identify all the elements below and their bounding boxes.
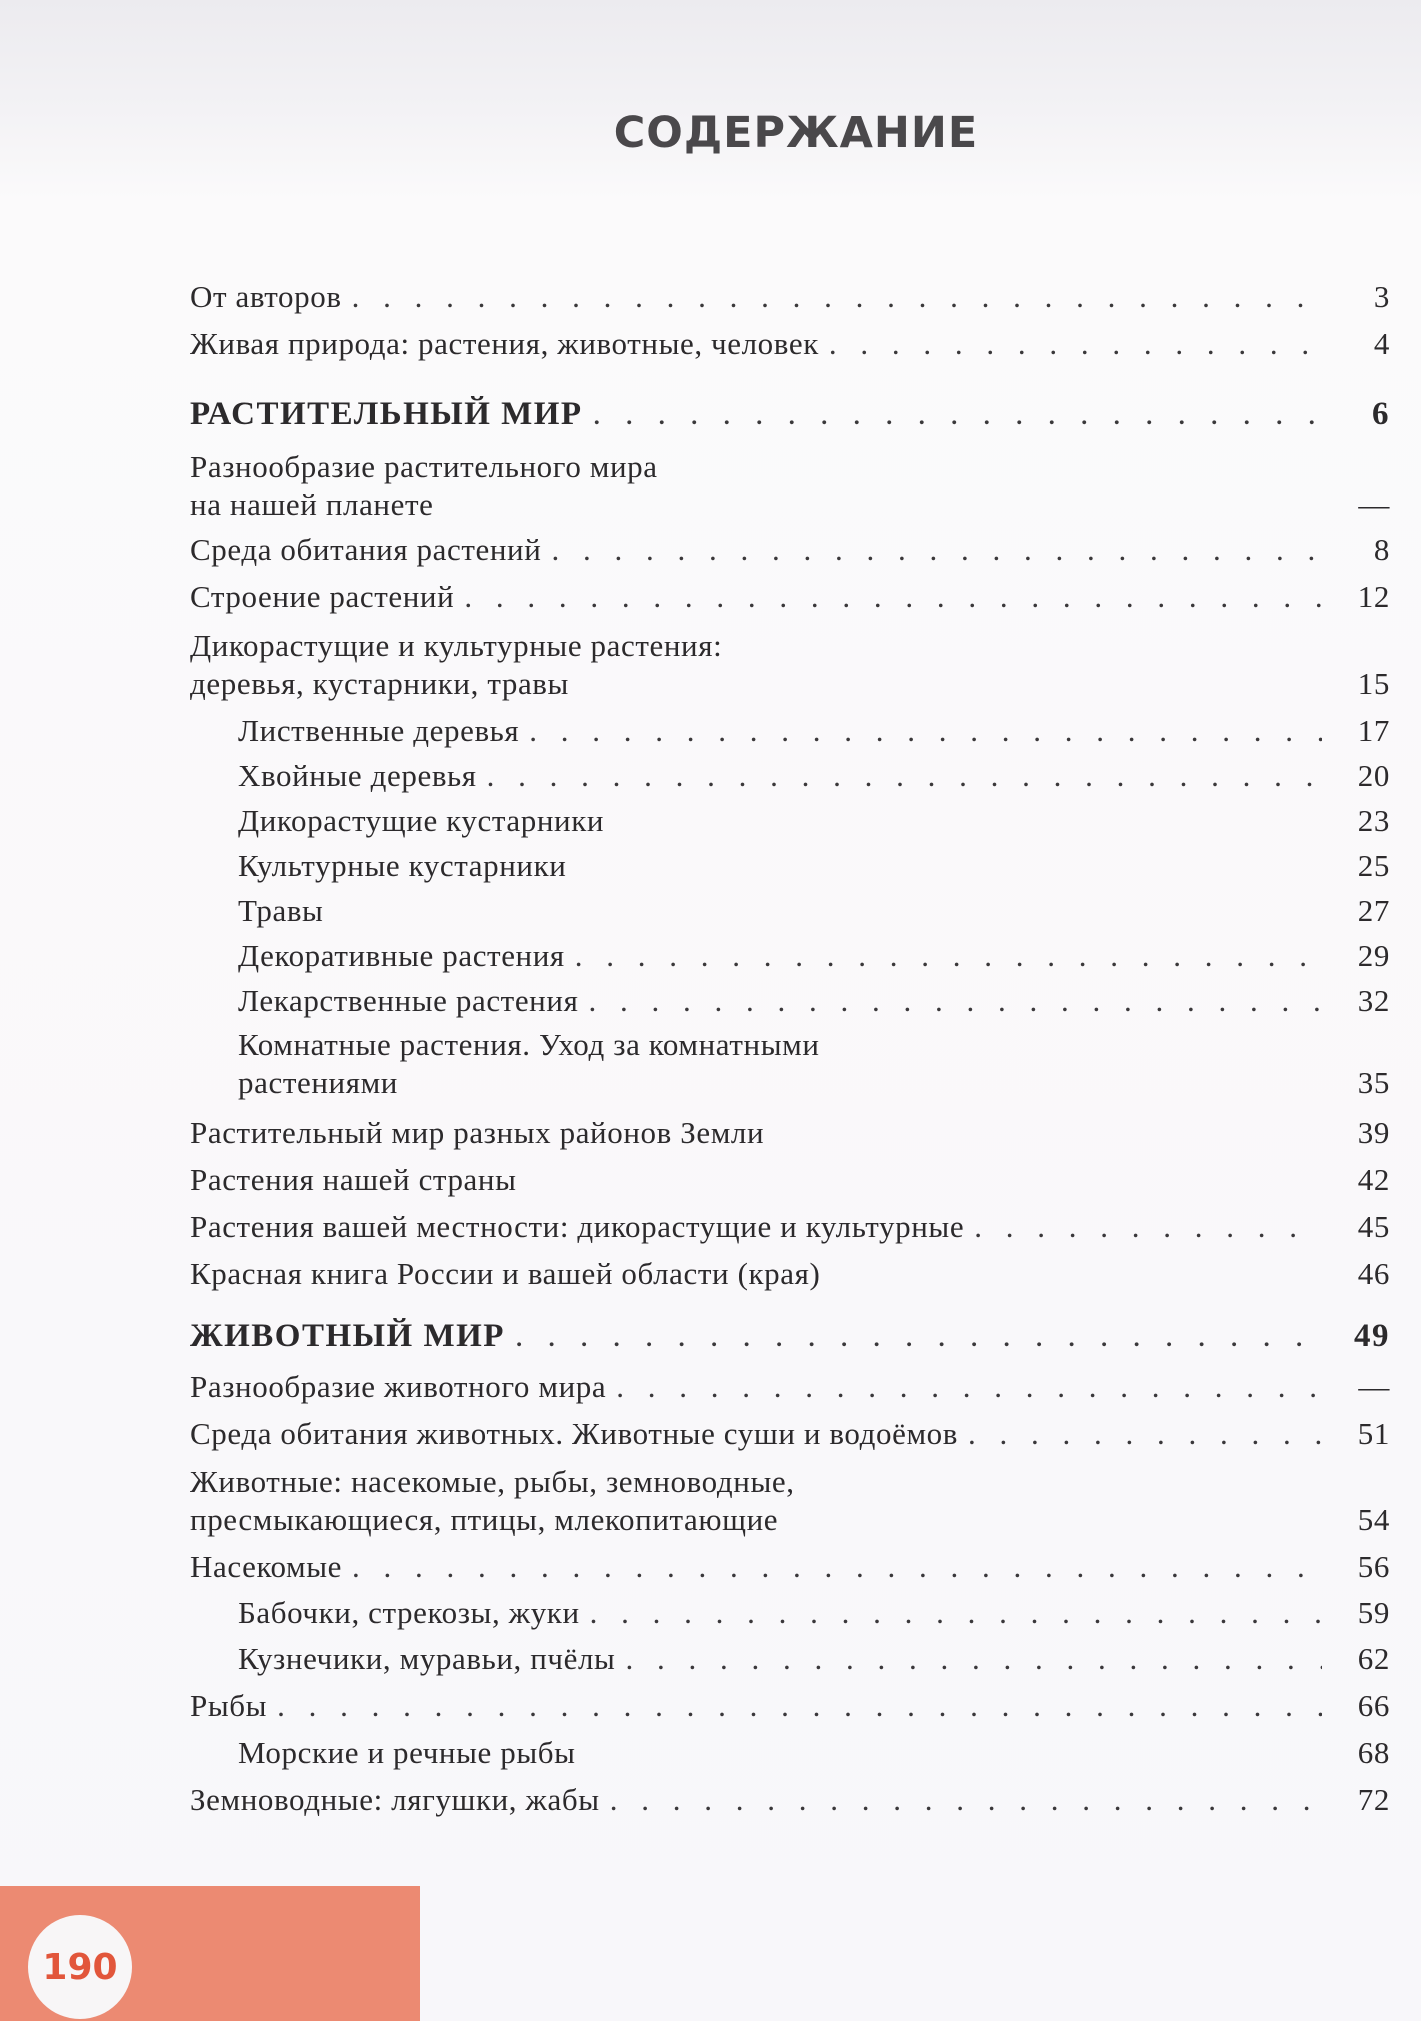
toc-subentry — [190, 1594, 1390, 1632]
toc-entry-title: Земноводные: лягушки, жабы — [190, 1782, 600, 1817]
toc-entry — [190, 1114, 1390, 1152]
toc-entry-title: Бабочки, стрекозы, жуки — [238, 1595, 580, 1630]
toc-entry-title: Среда обитания растений — [190, 532, 542, 567]
page-number-badge — [28, 1915, 132, 2019]
toc-entry-page: 51 — [1357, 1416, 1390, 1451]
toc-entry — [190, 448, 1390, 524]
toc-entry-page: 27 — [1357, 893, 1390, 928]
toc-entry-page: 32 — [1357, 983, 1390, 1018]
toc-entry-page: 72 — [1357, 1782, 1390, 1817]
dot-leader — [974, 1208, 1322, 1246]
toc-entry-title: Растения вашей местности: дикорастущие и культурные — [190, 1209, 965, 1244]
toc-entry-page: 12 — [1357, 579, 1390, 614]
toc-subentry — [190, 1734, 1390, 1772]
toc-entry — [190, 325, 1390, 363]
toc-entry-page: 23 — [1357, 803, 1390, 838]
toc-entry-title: От авторов — [190, 279, 342, 314]
toc-entry-page: 3 — [1373, 279, 1390, 314]
toc-entry-page: 35 — [1357, 1065, 1390, 1100]
toc-entry-title: Разнообразие животного мира — [190, 1369, 607, 1404]
toc-entry-title: Культурные кустарники — [238, 848, 567, 883]
toc-entry-title: пресмыкающиеся, птицы, млекопитающие — [190, 1502, 779, 1537]
toc-subentry — [190, 1640, 1390, 1678]
dot-leader — [487, 757, 1322, 795]
toc-entry-page: 56 — [1357, 1549, 1390, 1584]
toc-entry-title-line1: Дикорастущие и культурные растения: — [190, 628, 723, 663]
dot-leader — [588, 982, 1322, 1020]
toc-entry-page: 15 — [1357, 666, 1390, 701]
toc-entry-page: 45 — [1357, 1209, 1390, 1244]
toc-subentry — [190, 847, 1390, 885]
toc-entry-title: Кузнечики, муравьи, пчёлы — [238, 1641, 616, 1676]
toc-entry-title: Хвойные деревья — [238, 758, 477, 793]
toc-entry-page: 20 — [1357, 758, 1390, 793]
toc-entry-title: Растения нашей страны — [190, 1162, 517, 1197]
toc-subentry — [190, 712, 1390, 750]
dot-leader — [464, 578, 1322, 616]
dot-leader — [593, 395, 1322, 433]
toc-entry — [190, 1368, 1390, 1406]
toc-entry-page: 42 — [1357, 1162, 1390, 1197]
toc-entry-title: Рыбы — [190, 1688, 268, 1723]
toc-entry-page: — — [1358, 1369, 1390, 1404]
toc-entry — [190, 1687, 1390, 1725]
dot-leader — [968, 1415, 1322, 1453]
toc-entry — [190, 1463, 1390, 1539]
toc-entry-title-line1: Животные: насекомые, рыбы, земноводные, — [190, 1464, 795, 1499]
dot-leader — [829, 325, 1322, 363]
toc-entry-title: Насекомые — [190, 1549, 343, 1584]
toc-entry — [190, 1415, 1390, 1453]
toc-entry-title-line1: Комнатные растения. Уход за комнатными — [238, 1027, 820, 1062]
toc-entry-page: 29 — [1357, 938, 1390, 973]
toc-entry-title: Декоративные растения — [238, 938, 565, 973]
toc-entry — [190, 1255, 1390, 1293]
toc-entry — [190, 1548, 1390, 1586]
dot-leader — [575, 937, 1322, 975]
toc-entry — [190, 1781, 1390, 1819]
toc-section-title: ЖИВОТНЫЙ МИР — [190, 1318, 505, 1354]
toc-entry-page: 68 — [1357, 1735, 1390, 1770]
dot-leader — [352, 1548, 1322, 1586]
toc-entry — [190, 578, 1390, 616]
toc-entry-page: — — [1358, 487, 1390, 522]
toc-subentry — [190, 937, 1390, 975]
dot-leader — [529, 712, 1322, 750]
toc-entry-title: Строение растений — [190, 579, 455, 614]
toc-entry — [190, 1161, 1390, 1199]
dot-leader — [515, 1317, 1322, 1355]
dot-leader — [610, 1781, 1322, 1819]
toc-subentry — [190, 757, 1390, 795]
toc-entry-page: 62 — [1357, 1641, 1390, 1676]
toc-entry-page: 8 — [1373, 532, 1390, 567]
dot-leader — [616, 1368, 1322, 1406]
toc-entry-title: Лиственные деревья — [238, 713, 520, 748]
toc-entry-title: Живая природа: растения, животные, человек — [190, 326, 819, 361]
toc-subentry — [190, 802, 1390, 840]
toc-entry — [190, 278, 1390, 316]
toc-entry-title: Лекарственные растения — [238, 983, 579, 1018]
toc-entry-title: Травы — [238, 893, 324, 928]
dot-leader — [277, 1687, 1322, 1725]
toc-entry-page: 25 — [1357, 848, 1390, 883]
toc-entry-page: 39 — [1357, 1115, 1390, 1150]
toc-entry — [190, 1208, 1390, 1246]
toc-entry-title: Растительный мир разных районов Земли — [190, 1115, 765, 1150]
toc-entry-title: на нашей планете — [190, 487, 434, 522]
toc-entry-title-line1: Разнообразие растительного мира — [190, 449, 658, 484]
toc-entry-title: деревья, кустарники, травы — [190, 666, 569, 701]
toc-entry-title: Красная книга России и вашей области (края) — [190, 1256, 821, 1291]
page-title: СОДЕРЖАНИЕ — [613, 108, 979, 158]
toc-section-title: РАСТИТЕЛЬНЫЙ МИР — [190, 396, 583, 432]
toc-entry — [190, 531, 1390, 569]
toc-entry-page: 17 — [1357, 713, 1390, 748]
toc-entry-page: 66 — [1357, 1688, 1390, 1723]
toc-subentry — [190, 982, 1390, 1020]
toc-entry-title: Среда обитания животных. Животные суши и водоёмов — [190, 1416, 959, 1451]
toc-section-heading — [190, 1317, 1390, 1355]
dot-leader — [352, 278, 1322, 316]
toc-entry-title: Дикорастущие кустарники — [238, 803, 605, 838]
toc-entry-title: Морские и речные рыбы — [238, 1735, 576, 1770]
dot-leader — [551, 531, 1322, 569]
page-number: 190 — [42, 1946, 118, 1988]
toc-entry-page: 49 — [1354, 1318, 1390, 1354]
toc-subentry — [190, 892, 1390, 930]
toc-entry-page: 46 — [1357, 1256, 1390, 1291]
toc-entry — [190, 627, 1390, 703]
dot-leader — [625, 1640, 1322, 1678]
toc-entry-page: 59 — [1357, 1595, 1390, 1630]
toc-entry-title: растениями — [238, 1065, 398, 1100]
toc-section-heading — [190, 395, 1390, 433]
toc-entry-page: 6 — [1372, 396, 1390, 432]
toc-entry-page: 54 — [1357, 1502, 1390, 1537]
dot-leader — [590, 1594, 1322, 1632]
toc-entry-page: 4 — [1373, 326, 1390, 361]
toc-subentry — [190, 1026, 1390, 1102]
